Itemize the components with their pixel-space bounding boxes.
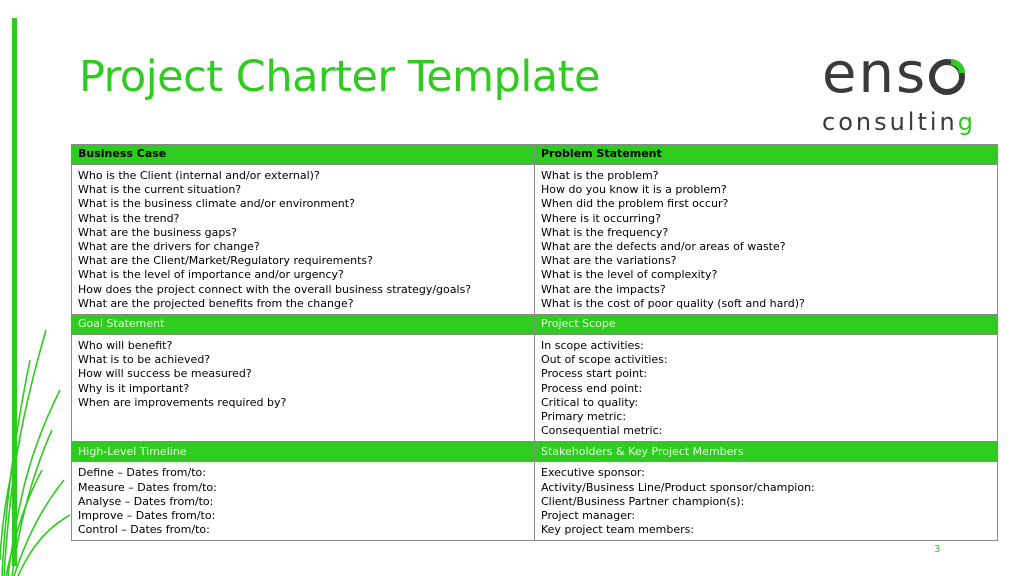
page-title: Project Charter Template bbox=[79, 52, 600, 102]
section-body-row bbox=[72, 462, 998, 541]
project-scope-line: In scope activities: bbox=[541, 339, 644, 353]
stakeholders-line: Client/Business Partner champion(s): bbox=[541, 494, 745, 508]
section-header-row bbox=[72, 315, 998, 335]
timeline-line: Improve – Dates from/to: bbox=[78, 509, 216, 523]
business-case-line: What is the current situation? bbox=[78, 183, 242, 197]
goal-statement-line: Who will benefit? bbox=[78, 339, 173, 353]
stakeholders-line: Activity/Business Line/Product sponsor/champion: bbox=[541, 480, 815, 494]
business-case-line: Who is the Client (internal and/or external)? bbox=[78, 169, 320, 182]
timeline-line: Control – Dates from/to: bbox=[78, 523, 210, 537]
enso-consulting-logo bbox=[818, 41, 1008, 140]
problem-statement-cell bbox=[535, 165, 998, 315]
timeline-line: Define – Dates from/to: bbox=[78, 466, 206, 480]
section-header-row bbox=[72, 145, 998, 165]
logo-ring-icon bbox=[929, 59, 965, 95]
timeline-line: Measure – Dates from/to: bbox=[78, 480, 217, 494]
problem-statement-line: What is the cost of poor quality (soft and hard)? bbox=[541, 296, 805, 310]
problem-statement-line: What are the defects and/or areas of waste? bbox=[541, 240, 786, 254]
project-scope-line: Process start point: bbox=[541, 367, 648, 381]
business-case-heading: Business Case bbox=[72, 145, 535, 165]
stakeholders-line: Key project team members: bbox=[541, 523, 695, 537]
section-body-row bbox=[72, 165, 998, 315]
project-scope-line: Out of scope activities: bbox=[541, 353, 668, 367]
project-scope-cell bbox=[535, 335, 998, 442]
problem-statement-heading: Problem Statement bbox=[535, 145, 998, 165]
problem-statement-line: What are the impacts? bbox=[541, 282, 666, 296]
goal-statement-line: When are improvements required by? bbox=[78, 395, 287, 409]
business-case-line: What are the Client/Market/Regulatory requirements? bbox=[78, 254, 373, 268]
stakeholders-line: Project manager: bbox=[541, 509, 636, 523]
business-case-line: What are the drivers for change? bbox=[78, 240, 260, 254]
page-number: 3 bbox=[934, 544, 941, 555]
logo-main-text: ens bbox=[822, 41, 928, 106]
logo-sub-text: consultin bbox=[822, 108, 958, 136]
stakeholders-cell bbox=[535, 462, 998, 541]
business-case-line: What is the business climate and/or environment? bbox=[78, 197, 355, 211]
problem-statement-line: Where is it occurring? bbox=[541, 211, 661, 225]
charter-table bbox=[71, 144, 998, 541]
goal-statement-heading: Goal Statement bbox=[72, 315, 535, 335]
grass-decoration-icon bbox=[0, 0, 80, 576]
project-scope-heading: Project Scope bbox=[535, 315, 998, 335]
problem-statement-line: What are the variations? bbox=[541, 254, 677, 268]
problem-statement-line: What is the frequency? bbox=[541, 225, 669, 239]
stakeholders-line: Executive sponsor: bbox=[541, 466, 645, 480]
problem-statement-line: What is the level of complexity? bbox=[541, 268, 718, 282]
logo-sub-accent: g bbox=[957, 108, 976, 136]
timeline-cell bbox=[72, 462, 535, 541]
goal-statement-line: What is to be achieved? bbox=[78, 353, 211, 367]
business-case-line: What is the level of importance and/or urgency? bbox=[78, 268, 344, 282]
business-case-line: What are the business gaps? bbox=[78, 225, 237, 239]
project-scope-line: Consequential metric: bbox=[541, 424, 663, 438]
problem-statement-line: What is the problem? bbox=[541, 169, 659, 182]
goal-statement-cell bbox=[72, 335, 535, 442]
business-case-cell bbox=[72, 165, 535, 315]
goal-statement-line: Why is it important? bbox=[78, 381, 190, 395]
stakeholders-heading: Stakeholders & Key Project Members bbox=[535, 442, 998, 462]
section-header-row bbox=[72, 442, 998, 462]
business-case-line: What are the projected benefits from the change? bbox=[78, 296, 354, 310]
project-scope-line: Process end point: bbox=[541, 381, 643, 395]
project-scope-line: Critical to quality: bbox=[541, 395, 639, 409]
problem-statement-line: When did the problem first occur? bbox=[541, 197, 729, 211]
timeline-line: Analyse – Dates from/to: bbox=[78, 494, 214, 508]
project-scope-line: Primary metric: bbox=[541, 410, 627, 424]
problem-statement-line: How do you know it is a problem? bbox=[541, 183, 727, 197]
goal-statement-line: How will success be measured? bbox=[78, 367, 252, 381]
section-body-row bbox=[72, 335, 998, 442]
business-case-line: How does the project connect with the overall business strategy/goals? bbox=[78, 282, 472, 296]
business-case-line: What is the trend? bbox=[78, 211, 180, 225]
timeline-heading: High-Level Timeline bbox=[72, 442, 535, 462]
